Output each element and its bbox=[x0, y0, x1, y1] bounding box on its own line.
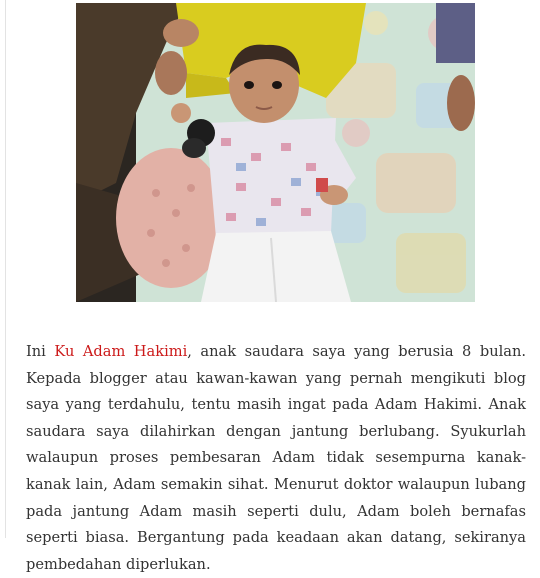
post-paragraph bbox=[26, 339, 526, 578]
baby-photo-illustration bbox=[76, 3, 475, 302]
baby-photo bbox=[76, 3, 475, 302]
adam-hakimi-link[interactable]: Ku Adam Hakimi bbox=[54, 343, 188, 360]
post-text-body: , anak saudara saya yang berusia 8 bulan. Kepada blogger atau kawan-kawan yang pernah mengikuti blog saya yang terdahulu, tentu masih ingat pada Adam Hakimi. Anak saudara saya dilahirkan dengan jantung berlubang. Syukurlah walaupun proses pembesaran Adam tidak sesempurna kanak-kanak lain, Adam semakin sihat. Menurut doktor walaupun lubang pada jantung Adam masih seperti dulu, Adam boleh bernafas seperti biasa. Bergantung pada keadaan akan datang, sekiranya pembedahan diperlukan. bbox=[26, 343, 526, 573]
sidebar-divider bbox=[5, 0, 6, 538]
post-text-intro: Ini bbox=[26, 343, 55, 360]
